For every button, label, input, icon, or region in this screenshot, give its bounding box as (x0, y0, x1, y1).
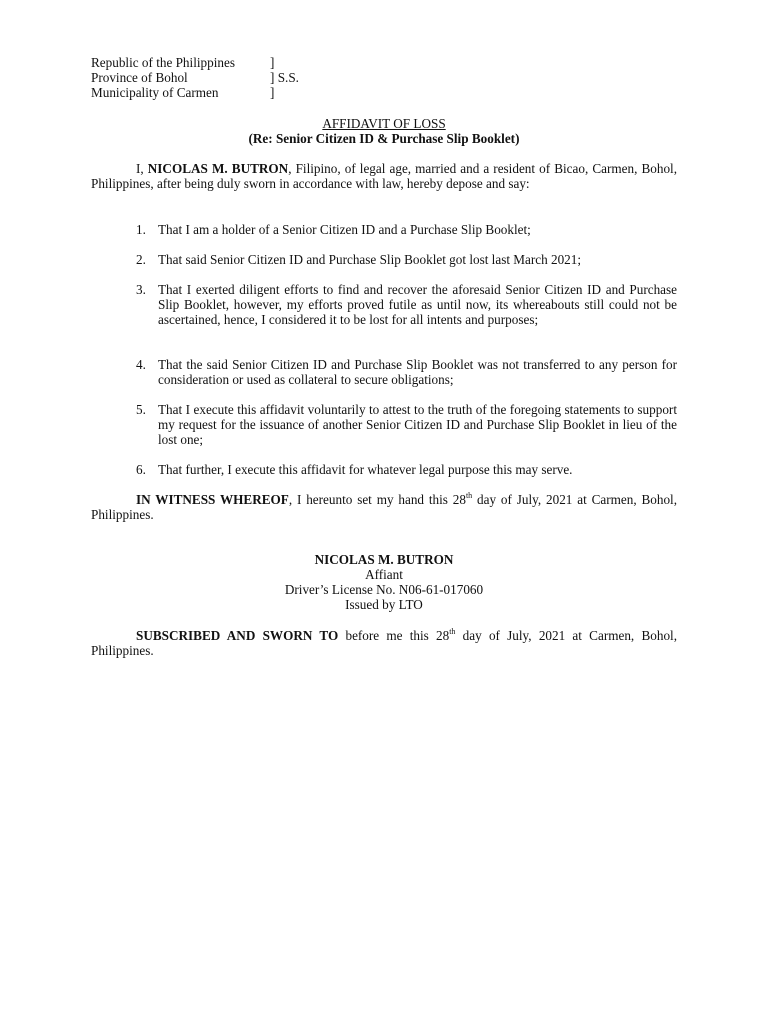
item-text: That I am a holder of a Senior Citizen ID and a Purchase Slip Booklet; (158, 222, 531, 237)
document-subtitle: (Re: Senior Citizen ID & Purchase Slip Booklet) (248, 131, 520, 146)
venue-country: Republic of the Philippines (91, 55, 235, 70)
license-number: Driver’s License No. N06-61-017060 (284, 582, 484, 597)
venue-row (91, 70, 299, 85)
venue-row (91, 55, 275, 70)
jurat-post: day of July, 2021 at Carmen, Bohol, Philippines. (91, 628, 677, 658)
signature-block (91, 552, 677, 612)
venue-row (91, 85, 275, 100)
jurat-pre: before me this 28 (338, 628, 450, 643)
item-text: That further, I execute this affidavit for whatever legal purpose this may serve. (158, 462, 573, 477)
signatory-name: NICOLAS M. BUTRON (314, 552, 454, 567)
item-text: That I execute this affidavit voluntarily to attest to the truth of the foregoing statements to support my request for the issuance of another Senior Citizen ID and Purchase Slip Booklet in lieu of the lost one; (158, 402, 677, 447)
item-number: 3. (136, 282, 146, 297)
document-title: AFFIDAVIT OF LOSS (322, 116, 446, 131)
witness-ordinal: th (465, 490, 473, 500)
heading-block (91, 116, 677, 146)
affiant-name: NICOLAS M. BUTRON (147, 161, 289, 176)
item-number: 1. (136, 222, 146, 237)
item-number: 2. (136, 252, 146, 267)
venue-block (91, 55, 299, 100)
item-text: That said Senior Citizen ID and Purchase Slip Booklet got lost last March 2021; (158, 252, 582, 267)
witness-post: day of July, 2021 at Carmen, Bohol, Philippines. (91, 492, 678, 522)
witness-paragraph (91, 492, 677, 522)
venue-bracket: ] (270, 55, 275, 70)
witness-lead: IN WITNESS WHEREOF (136, 492, 289, 507)
venue-municipality: Municipality of Carmen (91, 85, 219, 100)
item-text: That I exerted diligent efforts to find and recover the aforesaid Senior Citizen ID and Purchase Slip Booklet, however, my efforts proved futile as until now, its whereabouts still could not be ascertained, hence, I considered it to be lost for all intents and purposes; (158, 282, 677, 327)
item-number: 4. (136, 357, 146, 372)
intro-pre: I, (136, 161, 148, 176)
item-number: 6. (136, 462, 146, 477)
intro-paragraph (91, 161, 677, 191)
license-issuer: Issued by LTO (345, 597, 423, 612)
item-number: 5. (136, 402, 146, 417)
item-text: That the said Senior Citizen ID and Purchase Slip Booklet was not transferred to any person for consideration or used as collateral to secure obligations; (158, 357, 677, 387)
jurat-lead: SUBSCRIBED AND SWORN TO (136, 628, 339, 643)
venue-bracket: ] (270, 85, 275, 100)
venue-province: Province of Bohol (91, 70, 188, 85)
witness-pre: , I hereunto set my hand this 28 (288, 492, 466, 507)
jurat-ordinal: th (449, 626, 456, 636)
venue-bracket-ss: ] S.S. (270, 70, 299, 85)
jurat-paragraph (91, 628, 677, 658)
signatory-role: Affiant (365, 567, 403, 582)
intro-post: , Filipino, of legal age, married and a resident of Bicao, Carmen, Bohol, Philippines, after being duly sworn in accordance with law, hereby depose and say: (91, 161, 677, 191)
